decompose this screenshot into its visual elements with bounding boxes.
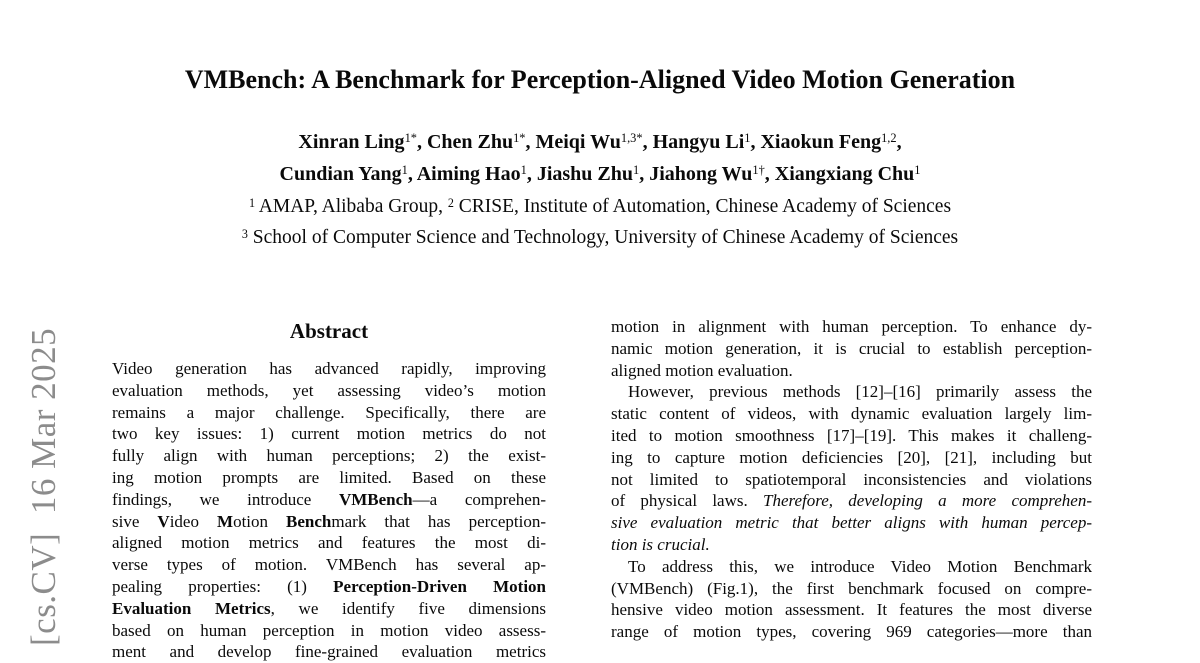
text-line [112,576,546,598]
superscript: 3 [241,226,248,241]
text-segment: However, previous methods [12]–[16] primarily assess the [628,382,1092,402]
text-segment: , [526,163,537,185]
text-line [112,641,546,663]
paper-title: VMBench: A Benchmark for Perception-Aligned Video Motion Generation [184,65,1016,94]
arxiv-stamp: [cs.CV] 16 Mar 2025 [24,327,63,646]
text-segment: Aiming Hao [416,163,521,185]
text-line [112,445,546,467]
text-segment: M [217,511,234,531]
text-segment: aligned motion evaluation. [611,360,793,380]
text-line [611,316,1092,338]
text-segment: ited to motion smoothness [17]–[19]. This makes it challeng- [611,425,1092,445]
affiliation-line-1 [0,192,1200,223]
text-line [611,556,1092,578]
text-line [611,578,1092,600]
intro-text [611,316,1092,643]
text-line [112,423,546,445]
text-segment: two key issues: 1) current motion metrics do not [112,424,546,444]
text-line [112,467,546,489]
text-line [611,534,1092,556]
intro-column [611,316,1092,643]
text-segment: findings, we introduce [112,489,339,509]
text-segment: Chen Zhu [426,131,514,153]
text-line [611,425,1092,447]
text-segment: ing motion prompts are limited. Based on these [112,467,546,487]
text-line [112,402,546,424]
text-segment: Jiashu Zhu [536,163,633,185]
text-segment: tion is crucial. [611,534,710,554]
text-segment: Hangyu Li [652,131,745,153]
text-segment: Xinran Ling [298,131,405,153]
text-segment: fully align with human perceptions; 2) the exist- [112,446,546,466]
text-segment: Video generation has advanced rapidly, improving [112,359,546,378]
text-line [611,381,1092,403]
superscript: 1,2 [881,130,897,145]
text-line [112,598,546,620]
text-line [112,358,546,380]
text-line [112,554,546,576]
text-segment: (VMBench) (Fig.1), the first benchmark focused on compre- [611,578,1092,598]
text-line [611,403,1092,425]
text-line [112,489,546,511]
text-line [112,380,546,402]
authors-line-1 [0,127,1200,159]
text-line [112,532,546,554]
text-segment: School of Computer Science and Technology, University of Chinese Academy of Sciences [247,227,959,248]
text-segment: evaluation methods, yet assessing video’s motion [112,380,546,400]
text-segment: sive evaluation metric that better aligns with human percep- [611,513,1092,533]
text-segment: based on human perception in motion video assess- [112,620,546,640]
text-segment: , [750,131,761,153]
text-line [611,599,1092,621]
abstract-heading: Abstract [289,319,369,343]
text-segment: motion in alignment with human perception. To enhance dy- [611,317,1092,336]
text-segment: ment and develop fine-grained evaluation metrics [112,642,546,662]
text-segment: of physical laws. [611,491,763,511]
authors-block [0,127,1200,191]
text-segment: remains a major challenge. Specifically, there are [112,402,546,422]
text-segment: V [157,511,170,531]
text-line [611,469,1092,491]
text-segment: , [407,163,417,185]
text-segment: AMAP, Alibaba Group, [254,196,448,217]
superscript: 2 [447,195,454,210]
superscript: 1 [401,162,408,177]
text-segment: CRISE, Institute of Automation, Chinese Academy of Sciences [453,196,952,217]
abstract-column [112,318,546,663]
text-segment: Perception-Driven Motion [333,576,546,596]
superscript: 1 [248,195,255,210]
text-segment: , [416,131,427,153]
text-line [112,511,546,533]
superscript: 1 [914,162,921,177]
text-segment: sive [112,511,158,531]
text-segment: range of motion types, covering 969 categories—more than [611,622,1092,642]
text-segment: , [525,131,536,153]
text-segment: static content of videos, with dynamic evaluation largely lim- [611,404,1092,424]
superscript: 1,3* [620,130,643,145]
text-segment: ing to capture motion deficiencies [20], [21], including but [611,447,1092,467]
superscript: 1* [513,130,526,145]
text-segment: otion [233,511,287,531]
text-line [611,490,1092,512]
text-line [611,621,1092,643]
text-line [611,447,1092,469]
superscript: 1† [752,162,765,177]
text-segment: Cundian Yang [279,163,402,185]
text-segment: hensive video motion assessment. It features the most diverse [611,600,1092,620]
text-line [611,360,1092,382]
text-line [112,620,546,642]
text-segment: Xiaokun Feng [760,131,882,153]
text-segment: , [896,131,902,153]
text-segment: not limited to spatiotemporal inconsistencies and violations [611,469,1092,489]
text-segment: ideo [169,511,218,531]
text-segment: Bench [286,511,332,531]
text-segment: Meiqi Wu [535,131,621,153]
abstract-text [112,358,546,663]
superscript: 1 [633,162,640,177]
text-segment: verse types of motion. VMBench has several ap- [112,555,546,575]
superscript: 1* [404,130,417,145]
text-segment: , [639,163,650,185]
text-segment: To address this, we introduce Video Motion Benchmark [628,556,1092,576]
text-segment: mark that has perception- [331,511,546,531]
text-segment: Jiahong Wu [649,163,753,185]
text-segment: aligned motion metrics and features the most di- [112,533,546,553]
superscript: 1 [744,130,751,145]
text-line [611,512,1092,534]
affiliation-line-2 [0,223,1200,254]
text-segment: , [764,163,775,185]
authors-line-2 [0,159,1200,191]
text-segment: , we identify five dimensions [270,598,546,618]
text-segment: namic motion generation, it is crucial to establish perception- [611,338,1092,358]
text-segment: Evaluation Metrics [112,598,271,618]
text-segment: —a comprehen- [412,489,546,509]
text-segment: Xiangxiang Chu [774,163,915,185]
text-segment: , [642,131,653,153]
superscript: 1 [520,162,527,177]
text-line [611,338,1092,360]
text-segment: Therefore, developing a more comprehen- [763,491,1092,511]
text-segment: VMBench [338,489,413,509]
text-segment: pealing properties: (1) [112,576,334,596]
affiliations-block [0,192,1200,254]
